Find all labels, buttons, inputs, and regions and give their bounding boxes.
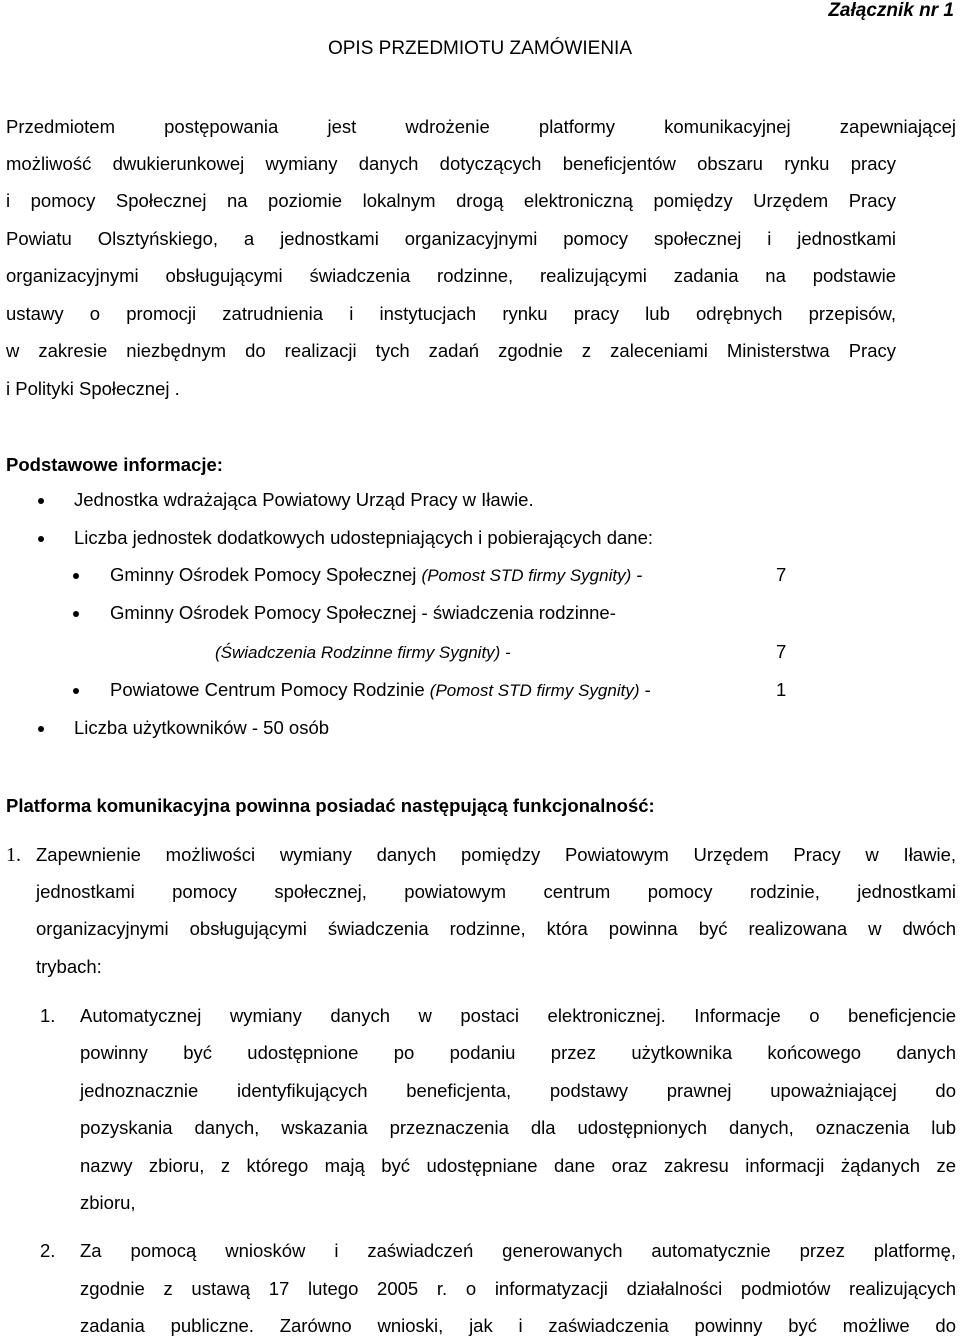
sub-item-gops — [110, 564, 643, 586]
mode1-line: nazwy zbioru, z którego mają być udostępniane dane oraz zakresu informacji żądanych ze — [80, 1155, 956, 1176]
bullet-icon — [73, 573, 79, 579]
mode2-line: zadania publiczne. Zarówno wnioski, jak i zaświadczenia powinny być możliwe do — [80, 1315, 956, 1336]
sub-item-note: (Świadczenia Rodzinne firmy Sygnity) - — [215, 643, 511, 662]
mode-number: 1. — [40, 1005, 56, 1026]
item1-line: jednostkami pomocy społecznej, powiatowym centrum pomocy rodzinie, jednostkami — [36, 881, 956, 902]
basic-info-heading: Podstawowe informacje: — [6, 454, 223, 475]
item1-line: organizacyjnymi obsługującymi świadczenia rodzinne, która powinna być realizowana w dwóch — [36, 918, 956, 939]
intro-line: Przedmiotem postępowania jest wdrożenie platformy komunikacyjnej zapewniającej — [6, 116, 956, 137]
users-count: Liczba użytkowników - 50 osób — [74, 717, 330, 738]
intro-line: Powiatu Olsztyńskiego, a jednostkami organizacyjnymi pomocy społecznej i jednostkami — [6, 228, 896, 249]
sub-item-count: 1 — [776, 679, 787, 700]
mode1-line: powinny być udostępnione po podaniu przez użytkownika końcowego danych — [80, 1042, 956, 1063]
intro-line: organizacyjnymi obsługującymi świadczenia rodzinne, realizującymi zadania na podstawie — [6, 265, 896, 286]
item1-line: trybach: — [36, 956, 102, 977]
sub-item-name: Gminny Ośrodek Pomocy Społecznej — [110, 564, 422, 585]
intro-line: i pomocy Społecznej na poziomie lokalnym drogą elektroniczną pomiędzy Urzędem Pracy — [6, 190, 896, 211]
mode1-line: Automatycznej wymiany danych w postaci elektronicznej. Informacje o beneficjencie — [80, 1005, 956, 1026]
intro-line: i Polityki Społecznej . — [6, 378, 180, 399]
intro-line: możliwość dwukierunkowej wymiany danych dotyczących beneficjentów obszaru rynku pracy — [6, 153, 896, 174]
platform-heading: Platforma komunikacyjna powinna posiadać następującą funkcjonalność: — [6, 795, 655, 816]
mode1-line: pozyskania danych, wskazania przeznaczenia dla udostępnionych danych, oznaczenia lub — [80, 1117, 956, 1138]
mode1-line: zbioru, — [80, 1192, 136, 1213]
bullet-icon — [38, 498, 44, 504]
implementing-unit: Jednostka wdrażająca Powiatowy Urząd Pracy w Iławie. — [74, 489, 534, 510]
item1-line: Zapewnienie możliwości wymiany danych pomiędzy Powiatowym Urzędem Pracy w Iławie, — [36, 844, 956, 865]
sub-item-dash: - — [639, 679, 651, 700]
sub-item-name: Powiatowe Centrum Pomocy Rodzinie — [110, 679, 430, 700]
sub-item-dash: - — [631, 564, 643, 585]
mode1-line: jednoznacznie identyfikujących beneficjenta, podstawy prawnej upoważniającej do — [80, 1080, 956, 1101]
sub-item-pcpr — [110, 679, 651, 701]
bullet-icon — [38, 726, 44, 732]
sub-item-count: 7 — [776, 564, 787, 585]
mode2-line: Za pomocą wniosków i zaświadczeń generowanych automatycznie przez platformę, — [80, 1240, 956, 1261]
sub-item-count: 7 — [776, 641, 787, 662]
intro-line: ustawy o promocji zatrudnienia i instytucjach rynku pracy lub odrębnych przepisów, — [6, 303, 896, 324]
mode2-line: zgodnie z ustawą 17 lutego 2005 r. o informatyzacji działalności podmiotów realizujących — [80, 1278, 956, 1299]
sub-item-note: (Pomost STD firmy Sygnity) — [421, 566, 632, 585]
bullet-icon — [73, 611, 79, 617]
sub-item-note: (Pomost STD firmy Sygnity) — [429, 681, 640, 700]
item-number: 1. — [6, 844, 21, 866]
document-title: OPIS PRZEDMIOTU ZAMÓWIENIA — [327, 38, 632, 59]
sub-item-gops-family: Gminny Ośrodek Pomocy Społecznej - świadczenia rodzinne- — [110, 602, 616, 623]
additional-units-label: Liczba jednostek dodatkowych udostepniających i pobierających dane: — [74, 527, 654, 548]
mode-number: 2. — [40, 1240, 56, 1261]
attachment-label: Załącznik nr 1 — [828, 0, 954, 21]
bullet-icon — [38, 536, 44, 542]
bullet-icon — [73, 688, 79, 694]
intro-line: w zakresie niezbędnym do realizacji tych zadań zgodnie z zaleceniami Ministerstwa Pracy — [6, 340, 896, 361]
